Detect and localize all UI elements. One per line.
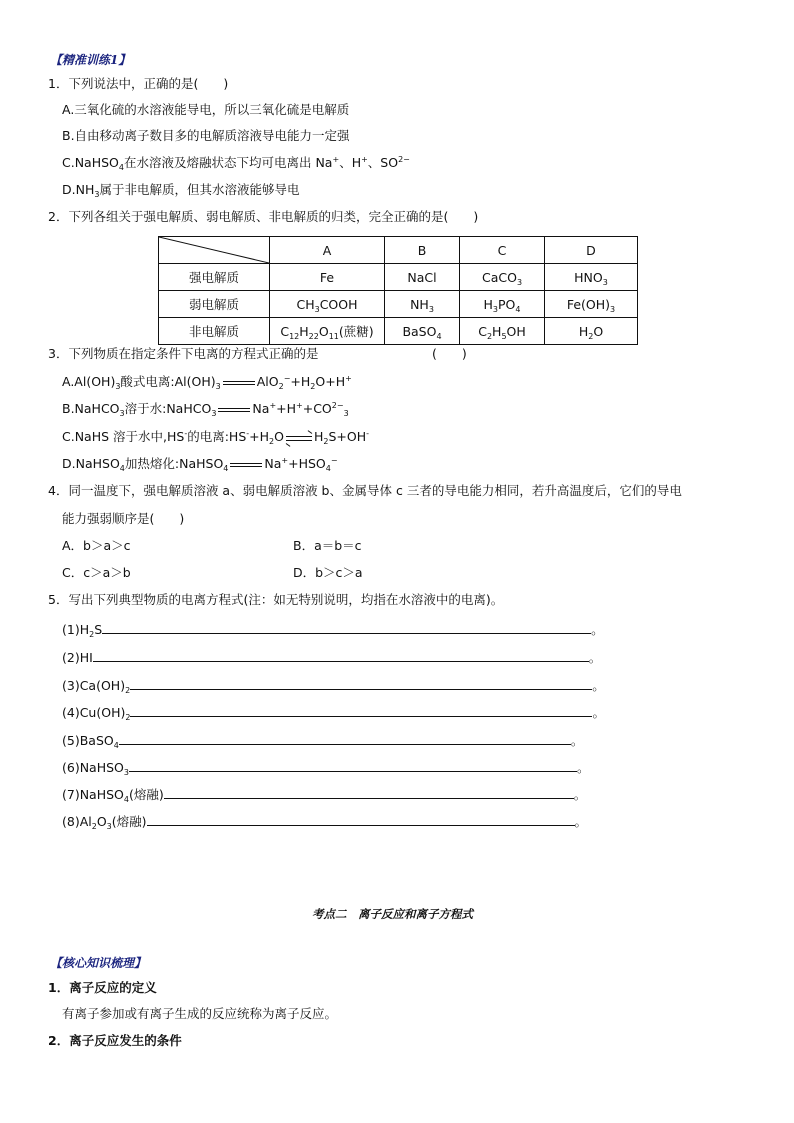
row-label-weak: 弱电解质 — [159, 291, 270, 318]
subheading-conditions: 2．离子反应发生的条件 — [48, 1033, 182, 1048]
table-header-d: D — [545, 237, 638, 264]
q5-item-3: $(3)Ca(OH)_2$ 。 — [62, 678, 605, 695]
q4-stem-line1: 4．同一温度下，强电解质溶液 a、弱电解质溶液 b、金属导体 c 三者的导电能力相同，若升高温度后，它们的导电 — [48, 483, 682, 498]
cell-a-weak: $CH_3COOH$ — [270, 291, 385, 318]
section-heading-core-knowledge: 【核心知识梳理】 — [50, 956, 147, 970]
cell-c-weak: $H_3PO_4$ — [460, 291, 545, 318]
diagonal-line — [159, 237, 269, 263]
q4-option-b: B．a＝b＝c — [293, 538, 362, 553]
answer-blank[interactable] — [93, 649, 589, 662]
q3-stem: 3．下列物质在指定条件下电离的方程式正确的是 — [48, 346, 319, 361]
q1-option-b: B.自由移动离子数目多的电解质溶液导电能力一定强 — [62, 128, 350, 143]
q3-answer-paren: ( ) — [432, 346, 467, 361]
q4-stem-line2: 能力强弱顺序是( ) — [62, 511, 185, 526]
answer-blank[interactable] — [129, 759, 577, 772]
q5-item-7: (7)NaHSO$_4$(熔融) 。 — [62, 787, 587, 804]
q5-item-4: $(4)Cu(OH)_2$ 。 — [62, 705, 605, 722]
q5-item-8: $(8)Al_2O_3$(熔融) 。 — [62, 814, 588, 831]
table-header-a: A — [270, 237, 385, 264]
q4-option-a: A．b＞a＞c — [62, 538, 131, 553]
row-label-non: 非电解质 — [159, 318, 270, 345]
q5-item-1: $(1)H_2S$ 。 — [62, 622, 604, 639]
q1-option-d: $D.NH_3$属于非电解质，但其水溶液能够导电 — [62, 182, 300, 199]
q3-option-a: $A.Al(OH)_3$酸式电离$:Al(OH)_3$ $AlO_2^-+H_2O+H^+$ — [62, 374, 352, 391]
answer-blank[interactable] — [130, 677, 592, 690]
q5-stem: 5．写出下列典型物质的电离方程式(注：如无特别说明，均指在水溶液中的电离)。 — [48, 592, 504, 607]
cell-d-weak: $Fe(OH)_3$ — [545, 291, 638, 318]
cell-d-non: $H_2O$ — [545, 318, 638, 345]
cell-a-strong: Fe — [270, 264, 385, 291]
row-label-strong: 强电解质 — [159, 264, 270, 291]
table-header-b: B — [385, 237, 460, 264]
q2-stem: 2．下列各组关于强电解质、弱电解质、非电解质的归类，完全正确的是( ) — [48, 209, 479, 224]
q3-option-c: C.NaHS 溶于水中,HS-的电离$:HS^-+H_2O$ $H_2S+OH^-$ — [62, 429, 370, 446]
q1-option-c: C.NaHSO$_4$在水溶液及熔融状态下均可电离出 Na+、H+、$SO^{2-}$ — [62, 155, 410, 172]
definition-body: 有离子参加或有离子生成的反应统称为离子反应。 — [62, 1006, 338, 1021]
q1-stem: 1．下列说法中，正确的是( ) — [48, 76, 229, 91]
table-header-c: C — [460, 237, 545, 264]
equals-sign — [228, 460, 264, 470]
electrolyte-table — [158, 236, 638, 345]
section-title-ionic-reactions: 考点二 离子反应和离子方程式 — [312, 907, 473, 921]
answer-blank[interactable] — [147, 813, 575, 826]
section-heading-training: 【精准训练1】 — [50, 53, 131, 67]
q5-item-5: (5)BaSO$_4$ 。 — [62, 733, 584, 750]
cell-c-non: $C_2H_5OH$ — [460, 318, 545, 345]
q4-option-d: D．b＞c＞a — [293, 565, 363, 580]
cell-b-strong: NaCl — [385, 264, 460, 291]
equals-sign — [221, 378, 257, 388]
answer-blank[interactable] — [164, 786, 574, 799]
cell-d-strong: $HNO_3$ — [545, 264, 638, 291]
cell-b-non: BaSO$_4$ — [385, 318, 460, 345]
cell-c-strong: CaCO$_3$ — [460, 264, 545, 291]
equilibrium-arrow-icon — [284, 433, 314, 443]
table-corner-cell — [159, 237, 270, 264]
q3-option-d: D.NaHSO$_4$加热熔化:NaHSO$_4$ $Na^++HSO_4^-$ — [62, 456, 338, 473]
subheading-definition: 1．离子反应的定义 — [48, 980, 157, 995]
q1-option-a: A.三氧化硫的水溶液能导电，所以三氧化硫是电解质 — [62, 102, 350, 117]
q5-item-2: (2)HI 。 — [62, 650, 602, 665]
q5-item-6: (6)NaHSO$_3$ 。 — [62, 760, 590, 777]
q4-option-c: C．c＞a＞b — [62, 565, 131, 580]
answer-blank[interactable] — [102, 621, 591, 634]
cell-a-non: $C_{12}H_{22}O_{11}$(蔗糖) — [270, 318, 385, 345]
equals-sign — [216, 405, 252, 415]
answer-blank[interactable] — [130, 704, 592, 717]
q3-option-b: B.NaHCO$_3$溶于水:NaHCO$_3$ $Na^++H^++CO^{2-}_3$ — [62, 401, 349, 418]
cell-b-weak: $NH_3$ — [385, 291, 460, 318]
answer-blank[interactable] — [119, 732, 571, 745]
